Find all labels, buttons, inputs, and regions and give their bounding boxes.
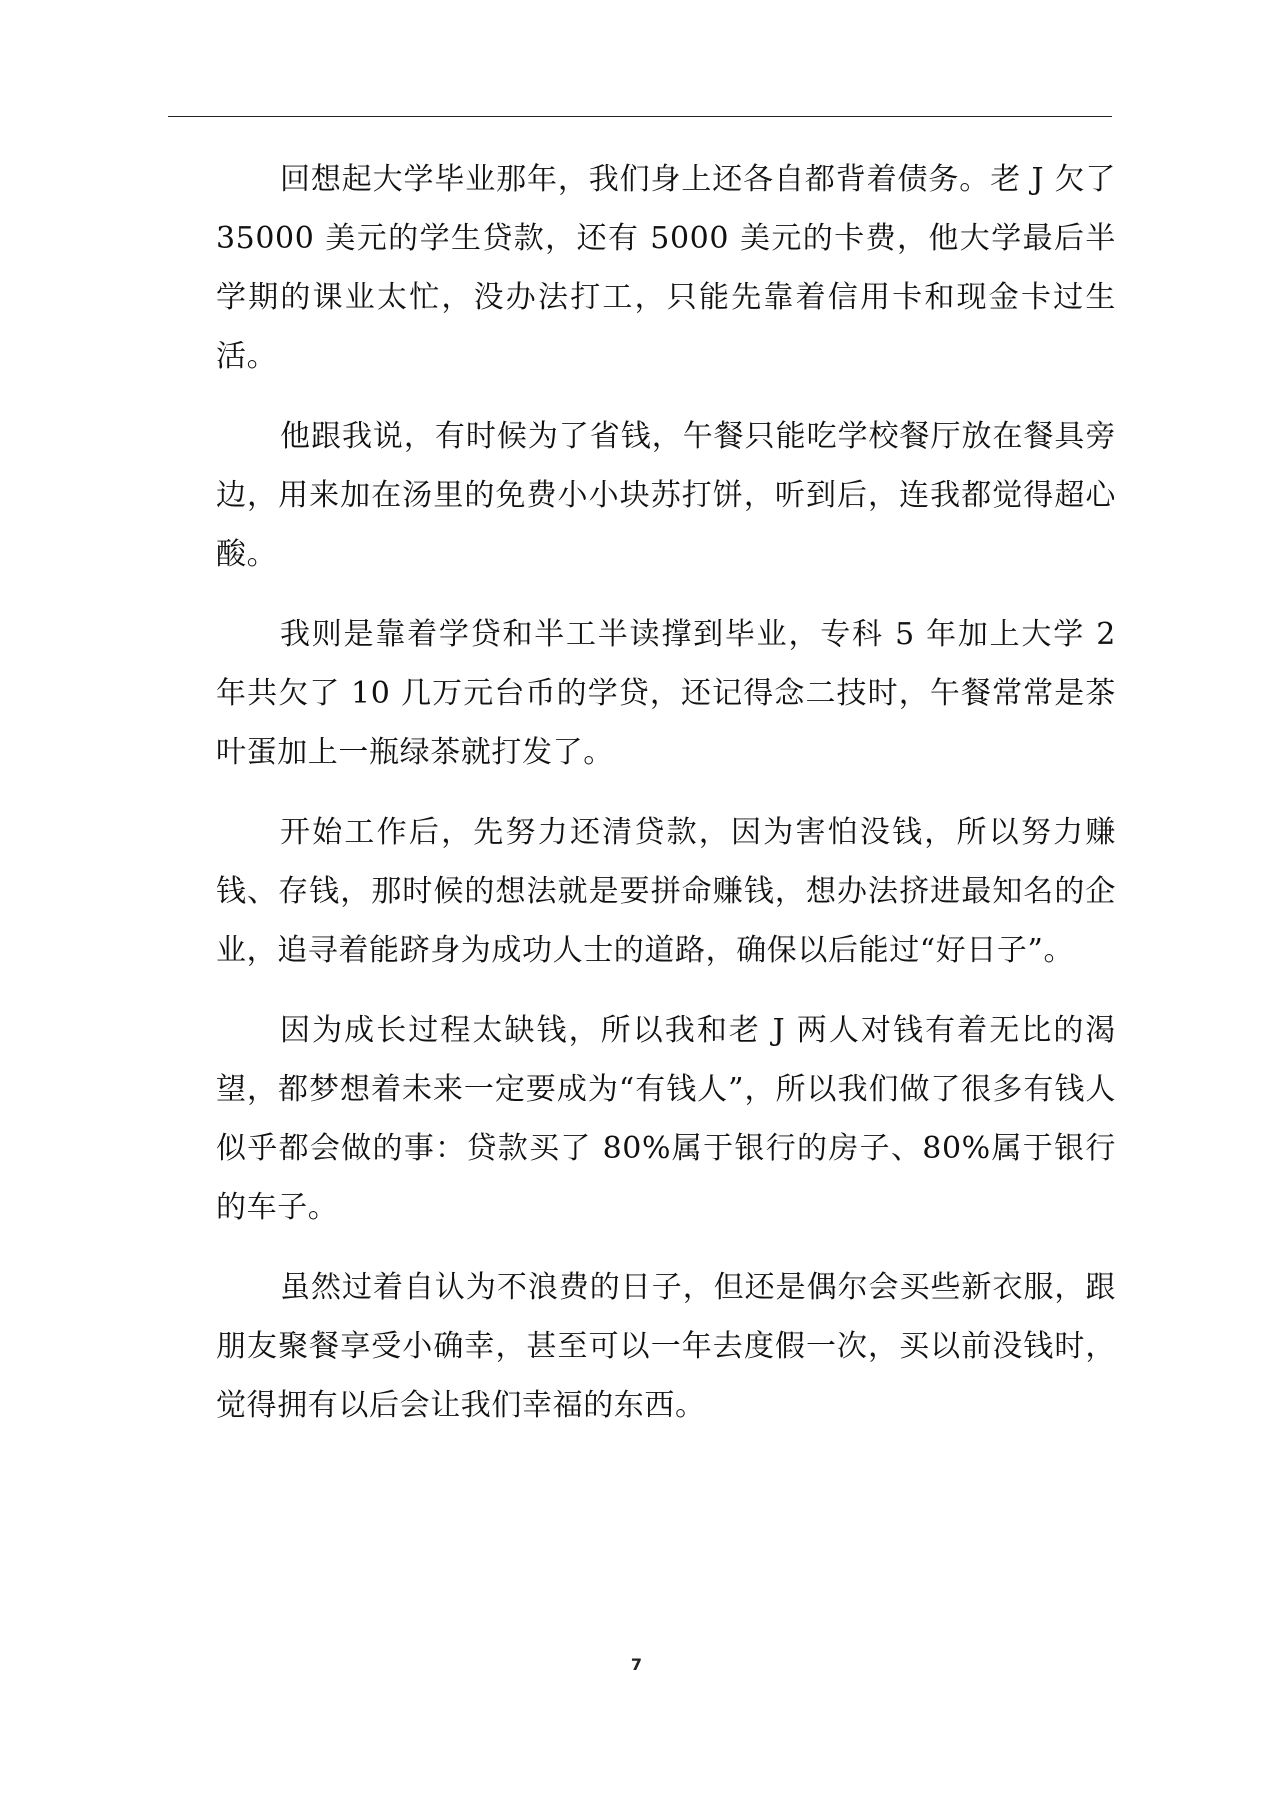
page-number: 7 bbox=[630, 1655, 643, 1674]
paragraph: 虽然过着自认为不浪费的日子，但还是偶尔会买些新衣服，跟朋友聚餐享受小确幸，甚至可以一年去度假一次，买以前没钱时，觉得拥有以后会让我们幸福的东西。 bbox=[216, 1270, 1116, 1423]
paragraph: 我则是靠着学贷和半工半读撑到毕业，专科 5 年加上大学 2 年共欠了 10 几万元台币的学贷，还记得念二技时，午餐常常是茶叶蛋加上一瓶绿茶就打发了。 bbox=[216, 617, 1116, 770]
paragraph: 他跟我说，有时候为了省钱，午餐只能吃学校餐厅放在餐具旁边，用来加在汤里的免费小小块苏打饼，听到后，连我都觉得超心酸。 bbox=[216, 419, 1116, 572]
paragraph: 回想起大学毕业那年，我们身上还各自都背着债务。老 J 欠了 35000 美元的学生贷款，还有 5000 美元的卡费，他大学最后半学期的课业太忙，没办法打工，只能先靠着信用卡和现金卡过生活。 bbox=[216, 162, 1116, 374]
paragraph: 开始工作后，先努力还清贷款，因为害怕没钱，所以努力赚钱、存钱，那时候的想法就是要拼命赚钱，想办法挤进最知名的企业，追寻着能跻身为成功人士的道路，确保以后能过“好日子”。 bbox=[216, 815, 1116, 968]
paragraph: 因为成长过程太缺钱，所以我和老 J 两人对钱有着无比的渴望，都梦想着未来一定要成为“有钱人”，所以我们做了很多有钱人似乎都会做的事：贷款买了 80%属于银行的房子、80%属于银行的车子。 bbox=[216, 1013, 1116, 1225]
body-text bbox=[216, 150, 1116, 1456]
header-rule bbox=[168, 116, 1112, 117]
